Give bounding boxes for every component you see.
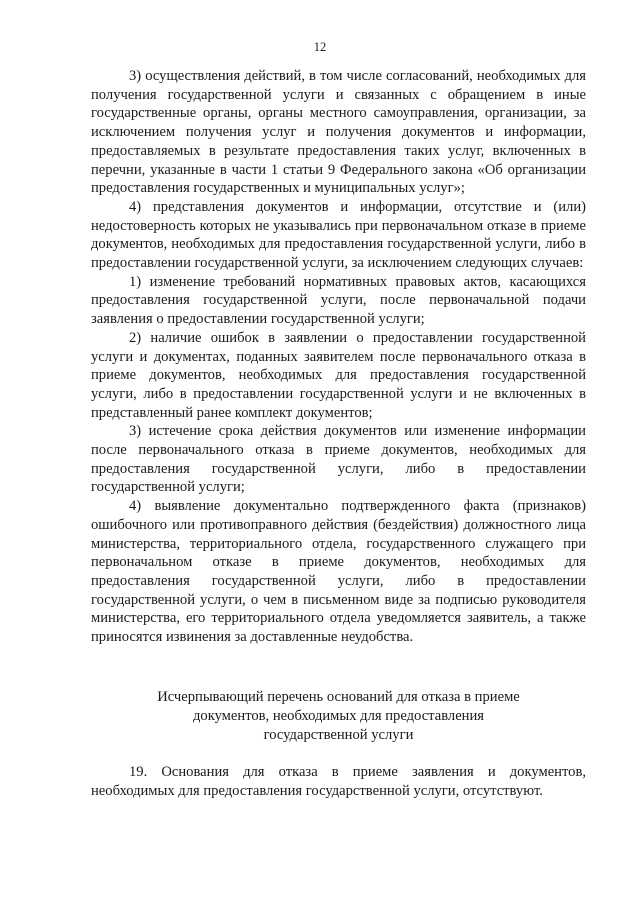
section-heading-line-2: документов, необходимых для предоставления [192,708,485,724]
page-number: 12 [313,40,327,54]
paragraph-item-3: 3) осуществления действий, в том числе согласований, необходимых для получения государственной услуги и связанных с обращением в иные государственные органы, органы местного самоуправления, организации, за исключением получения услуг и получения документов и информации, предоставляемых в результате предоставления таких услуг, включенных в перечни, указанные в части 1 статьи 9 Федерального закона «Об организации предоставления государственных и муниципальных услуг»; [91,68,586,197]
paragraph-subitem-2: 2) наличие ошибок в заявлении о предоставлении государственной услуги и документах, поданных заявителем после первоначального отказа в приеме документов, необходимых для предоставления государственной услуги, либо в предоставлении государственной услуги и не включенных в представленный ранее комплект документов; [91,329,586,421]
paragraph-subitem-3: 3) истечение срока действия документов или изменение информации после первоначального отказа в приеме документов, необходимых для предоставления государственной услуги, либо в предоставлении государственной услуги; [91,423,586,496]
section-heading-line-1: Исчерпывающий перечень оснований для отказа в приеме [157,689,520,705]
paragraph-19: 19. Основания для отказа в приеме заявления и документов, необходимых для предоставления государственной услуги, отсутствуют. [91,764,586,799]
section-heading-line-3: государственной услуги [263,727,414,743]
paragraph-subitem-4: 4) выявление документально подтвержденного факта (признаков) ошибочного или противоправного действия (бездействия) должностного лица министерства, территориального отдела, государственного служащего при первоначальном отказе в приеме документов, необходимых для предоставления государственной услуги, либо в предоставлении государственной услуги, о чем в письменном виде за подписью руководителя министерства, его территориального отдела уведомляется заявитель, а также приносятся извинения за доставленные неудобства. [91,498,586,646]
closing-text [91,763,586,801]
body-text [91,67,586,647]
paragraph-item-4: 4) представления документов и информации, отсутствие и (или) недостоверность которых не указывались при первоначальном отказе в приеме документов, необходимых для предоставления государственной услуги, либо в предоставлении государственной услуги, за исключением следующих случаев: [91,198,586,272]
section-heading [91,688,586,745]
paragraph-subitem-1: 1) изменение требований нормативных правовых актов, касающихся предоставления государственной услуги, после первоначальной подачи заявления о предоставлении государственной услуги; [91,273,586,328]
